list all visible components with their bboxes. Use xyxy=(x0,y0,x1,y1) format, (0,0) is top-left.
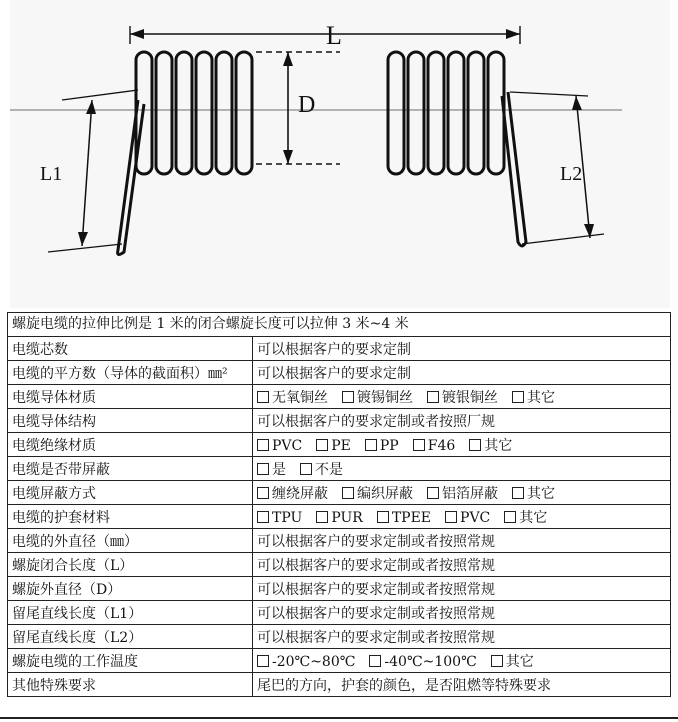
option-checkbox[interactable] xyxy=(316,510,363,526)
spring-cable-diagram xyxy=(10,0,670,308)
option-checkbox[interactable] xyxy=(257,459,286,479)
option-checkbox[interactable] xyxy=(491,651,534,671)
checkbox-icon[interactable] xyxy=(469,439,481,451)
spec-value xyxy=(253,481,671,505)
label-L: L xyxy=(326,21,342,50)
option-label: 不是 xyxy=(315,461,343,478)
option-label: 其它 xyxy=(484,437,513,454)
option-label: -20℃~80℃ xyxy=(272,653,356,670)
checkbox-icon[interactable] xyxy=(257,439,269,451)
option-checkbox[interactable] xyxy=(257,387,328,407)
option-label: PP xyxy=(379,437,399,454)
option-checkbox[interactable] xyxy=(257,510,302,526)
table-row xyxy=(8,457,671,481)
checkbox-icon[interactable] xyxy=(300,463,312,475)
option-checkbox[interactable] xyxy=(300,459,343,479)
table-row xyxy=(8,601,671,625)
option-checkbox[interactable] xyxy=(413,438,456,454)
spec-headline: 螺旋电缆的拉伸比例是 1 米的闭合螺旋长度可以拉伸 3 米~4 米 xyxy=(7,312,671,336)
checkbox-icon[interactable] xyxy=(342,487,354,499)
left-coil xyxy=(118,52,252,255)
spec-label: 电缆导体结构 xyxy=(8,409,253,433)
spec-value: 尾巴的方向，护套的颜色，是否阻燃等特殊要求 xyxy=(253,673,671,697)
table-row xyxy=(8,625,671,649)
checkbox-icon[interactable] xyxy=(491,655,503,667)
option-checkbox[interactable] xyxy=(257,654,355,670)
option-label: 无氧铜丝 xyxy=(272,389,328,406)
table-row xyxy=(8,577,671,601)
option-label: 镀银铜丝 xyxy=(442,389,498,406)
option-label: 镀锡铜丝 xyxy=(357,389,413,406)
option-label: 其它 xyxy=(505,653,534,670)
spec-table-block xyxy=(7,312,671,697)
option-label: PUR xyxy=(331,509,363,526)
checkbox-icon[interactable] xyxy=(316,511,328,523)
option-checkbox[interactable] xyxy=(257,438,302,454)
checkbox-icon[interactable] xyxy=(427,487,439,499)
table-row xyxy=(8,385,671,409)
spec-value: 可以根据客户的要求定制 xyxy=(253,337,671,361)
spec-label: 电缆的护套材料 xyxy=(8,505,253,529)
spec-label: 电缆绝缘材质 xyxy=(8,433,253,457)
spec-label: 螺旋闭合长度（L） xyxy=(8,553,253,577)
label-L1: L1 xyxy=(40,163,63,185)
table-row xyxy=(8,553,671,577)
spec-label: 电缆的平方数（导体的截面积）㎜² xyxy=(8,361,253,385)
option-label: 其它 xyxy=(527,485,555,502)
option-label: PVC xyxy=(272,437,303,454)
checkbox-icon[interactable] xyxy=(342,391,354,403)
spec-label: 留尾直线长度（L1） xyxy=(8,601,253,625)
table-row xyxy=(8,529,671,553)
option-checkbox[interactable] xyxy=(316,438,351,454)
table-row xyxy=(8,337,671,361)
option-checkbox[interactable] xyxy=(377,510,431,526)
spec-label: 电缆是否带屏蔽 xyxy=(8,457,253,481)
option-checkbox[interactable] xyxy=(512,387,555,407)
option-checkbox[interactable] xyxy=(427,483,498,503)
checkbox-icon[interactable] xyxy=(427,391,439,403)
spec-label: 其他特殊要求 xyxy=(8,673,253,697)
spec-value xyxy=(253,649,671,673)
spec-value xyxy=(253,433,671,457)
checkbox-icon[interactable] xyxy=(257,511,269,523)
option-checkbox[interactable] xyxy=(257,483,328,503)
option-label: -40℃~100℃ xyxy=(384,653,477,670)
checkbox-icon[interactable] xyxy=(369,655,381,667)
spec-label: 电缆屏蔽方式 xyxy=(8,481,253,505)
table-row xyxy=(8,361,671,385)
spec-value: 可以根据客户的要求定制或者按照常规 xyxy=(253,601,671,625)
option-label: F46 xyxy=(427,437,456,454)
option-label: 其它 xyxy=(527,389,555,406)
option-checkbox[interactable] xyxy=(504,507,547,527)
checkbox-icon[interactable] xyxy=(257,655,269,667)
option-checkbox[interactable] xyxy=(469,435,512,455)
right-coil xyxy=(388,52,526,246)
option-checkbox[interactable] xyxy=(445,510,490,526)
checkbox-icon[interactable] xyxy=(365,439,377,451)
spec-label: 电缆的外直径（㎜） xyxy=(8,529,253,553)
spec-value xyxy=(253,385,671,409)
label-D: D xyxy=(298,92,316,118)
spec-label: 电缆导体材质 xyxy=(8,385,253,409)
option-checkbox[interactable] xyxy=(427,387,498,407)
option-checkbox[interactable] xyxy=(365,438,399,454)
table-row xyxy=(8,433,671,457)
option-label: 其它 xyxy=(519,509,548,526)
checkbox-icon[interactable] xyxy=(445,511,457,523)
option-checkbox[interactable] xyxy=(512,483,555,503)
table-row xyxy=(8,673,671,697)
checkbox-icon[interactable] xyxy=(413,439,425,451)
checkbox-icon[interactable] xyxy=(257,463,269,475)
table-row xyxy=(8,481,671,505)
option-checkbox[interactable] xyxy=(369,654,476,670)
spec-value: 可以根据客户的要求定制或者按照厂规 xyxy=(253,409,671,433)
option-checkbox[interactable] xyxy=(342,483,413,503)
spec-value xyxy=(253,457,671,481)
option-label: TPEE xyxy=(391,509,432,526)
spec-value: 可以根据客户的要求定制或者按照常规 xyxy=(253,625,671,649)
option-label: TPU xyxy=(272,509,303,526)
option-label: 是 xyxy=(272,461,286,478)
spec-label: 留尾直线长度（L2） xyxy=(8,625,253,649)
checkbox-icon[interactable] xyxy=(512,487,524,499)
spec-value: 可以根据客户的要求定制或者按照常规 xyxy=(253,529,671,553)
option-label: 缠绕屏蔽 xyxy=(272,485,328,502)
checkbox-icon[interactable] xyxy=(504,511,516,523)
spec-label: 螺旋电缆的工作温度 xyxy=(8,649,253,673)
option-label: PE xyxy=(331,437,351,454)
option-checkbox[interactable] xyxy=(342,387,413,407)
spec-value: 可以根据客户的要求定制或者按照常规 xyxy=(253,577,671,601)
table-row xyxy=(8,649,671,673)
spec-table xyxy=(7,336,671,697)
coil-drawing xyxy=(10,0,670,308)
length-dimension xyxy=(130,26,520,44)
bottom-rule xyxy=(0,717,678,719)
checkbox-icon[interactable] xyxy=(512,391,524,403)
checkbox-icon[interactable] xyxy=(316,439,328,451)
spec-label: 电缆芯数 xyxy=(8,337,253,361)
spec-value xyxy=(253,505,671,529)
option-label: 铝箔屏蔽 xyxy=(442,485,498,502)
label-L2: L2 xyxy=(560,163,583,185)
checkbox-icon[interactable] xyxy=(257,487,269,499)
checkbox-icon[interactable] xyxy=(257,391,269,403)
spec-value: 可以根据客户的要求定制或者按照常规 xyxy=(253,553,671,577)
option-label: PVC xyxy=(460,509,491,526)
spec-label: 螺旋外直径（D） xyxy=(8,577,253,601)
table-row xyxy=(8,409,671,433)
table-row xyxy=(8,505,671,529)
checkbox-icon[interactable] xyxy=(377,511,389,523)
option-label: 编织屏蔽 xyxy=(357,485,413,502)
spec-value: 可以根据客户的要求定制 xyxy=(253,361,671,385)
